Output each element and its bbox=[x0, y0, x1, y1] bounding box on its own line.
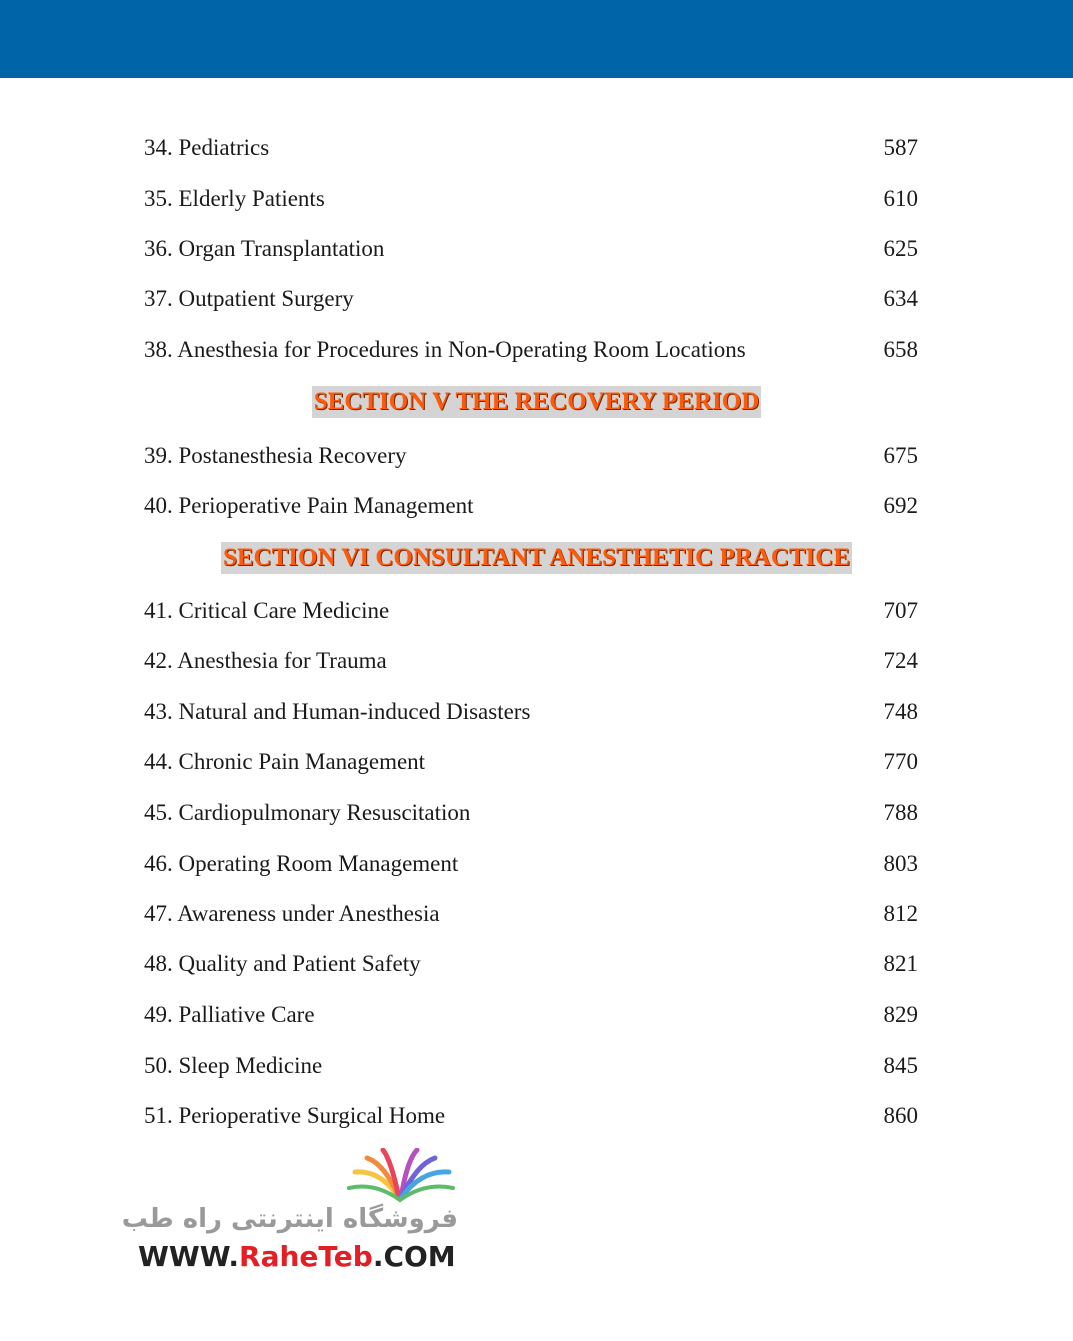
toc-entry-title: 37. Outpatient Surgery bbox=[144, 286, 354, 311]
toc-entry-title: 51. Perioperative Surgical Home bbox=[144, 1103, 446, 1128]
toc-entry bbox=[144, 441, 918, 471]
toc-entry bbox=[144, 596, 918, 626]
header-band bbox=[0, 0, 1073, 78]
toc-entry-title: 38. Anesthesia for Procedures in Non-Operating Room Locations bbox=[144, 337, 746, 362]
section-heading-text: SECTION VI CONSULTANT ANESTHETIC PRACTICE bbox=[221, 542, 852, 574]
toc-entry-page: 658 bbox=[883, 337, 918, 362]
toc-entry-page: 829 bbox=[883, 1002, 918, 1027]
toc-entry bbox=[144, 284, 918, 314]
watermark-url-prefix: WWW. bbox=[138, 1240, 240, 1273]
toc-entry bbox=[144, 335, 918, 365]
toc-entry-title: 39. Postanesthesia Recovery bbox=[144, 443, 407, 468]
toc-entry-title: 46. Operating Room Management bbox=[144, 851, 459, 876]
watermark-url-brand: RaheTeb bbox=[239, 1240, 373, 1273]
toc-entry-page: 788 bbox=[883, 800, 918, 825]
watermark-persian-text: فروشگاه اینترنتی راه طب bbox=[121, 1204, 458, 1234]
toc-entry bbox=[144, 234, 918, 264]
toc-entry-page: 675 bbox=[883, 443, 918, 468]
toc-entry bbox=[144, 697, 918, 727]
toc-entry-title: 48. Quality and Patient Safety bbox=[144, 951, 421, 976]
toc-entry bbox=[144, 899, 918, 929]
toc-entry-page: 625 bbox=[883, 236, 918, 261]
toc-entry bbox=[144, 798, 918, 828]
toc-entry-title: 47. Awareness under Anesthesia bbox=[144, 901, 440, 926]
toc-entry-title: 41. Critical Care Medicine bbox=[144, 598, 390, 623]
toc-entry-page: 770 bbox=[883, 749, 918, 774]
section-heading-text: SECTION V THE RECOVERY PERIOD bbox=[312, 386, 762, 418]
toc-entry-title: 49. Palliative Care bbox=[144, 1002, 315, 1027]
toc-entry-title: 42. Anesthesia for Trauma bbox=[144, 648, 387, 673]
toc-entry-page: 610 bbox=[883, 186, 918, 211]
toc-entry-title: 45. Cardiopulmonary Resuscitation bbox=[144, 800, 471, 825]
watermark-url-suffix: .COM bbox=[372, 1240, 456, 1273]
toc-entry bbox=[144, 133, 918, 163]
toc-entry bbox=[144, 646, 918, 676]
section-heading-vi bbox=[0, 542, 1073, 576]
toc-entry-page: 748 bbox=[883, 699, 918, 724]
toc-entry-page: 724 bbox=[883, 648, 918, 673]
toc-entry-page: 803 bbox=[883, 851, 918, 876]
raheteb-watermark bbox=[121, 1148, 466, 1278]
toc-entry-title: 50. Sleep Medicine bbox=[144, 1053, 323, 1078]
toc-entry bbox=[144, 949, 918, 979]
toc-entry-title: 40. Perioperative Pain Management bbox=[144, 493, 474, 518]
toc-entry bbox=[144, 1000, 918, 1030]
toc-entry bbox=[144, 849, 918, 879]
toc-entry bbox=[144, 491, 918, 521]
toc-entry-page: 860 bbox=[883, 1103, 918, 1128]
toc-entry-page: 587 bbox=[883, 135, 918, 160]
toc-entry bbox=[144, 1051, 918, 1081]
book-rainbow-icon bbox=[341, 1148, 461, 1204]
toc-entry-page: 707 bbox=[883, 598, 918, 623]
toc-entry-title: 44. Chronic Pain Management bbox=[144, 749, 426, 774]
toc-entry-page: 845 bbox=[883, 1053, 918, 1078]
toc-entry bbox=[144, 747, 918, 777]
toc-entry-title: 34. Pediatrics bbox=[144, 135, 270, 160]
toc-entry-page: 692 bbox=[883, 493, 918, 518]
section-heading-v bbox=[0, 386, 1073, 420]
toc-entry bbox=[144, 184, 918, 214]
toc-entry-page: 821 bbox=[883, 951, 918, 976]
toc-entry bbox=[144, 1101, 918, 1131]
toc-entry-title: 35. Elderly Patients bbox=[144, 186, 325, 211]
toc-entry-page: 634 bbox=[883, 286, 918, 311]
toc-entry-title: 36. Organ Transplantation bbox=[144, 236, 385, 261]
toc-entry-title: 43. Natural and Human-induced Disasters bbox=[144, 699, 531, 724]
watermark-url bbox=[138, 1240, 456, 1273]
toc-entry-page: 812 bbox=[883, 901, 918, 926]
